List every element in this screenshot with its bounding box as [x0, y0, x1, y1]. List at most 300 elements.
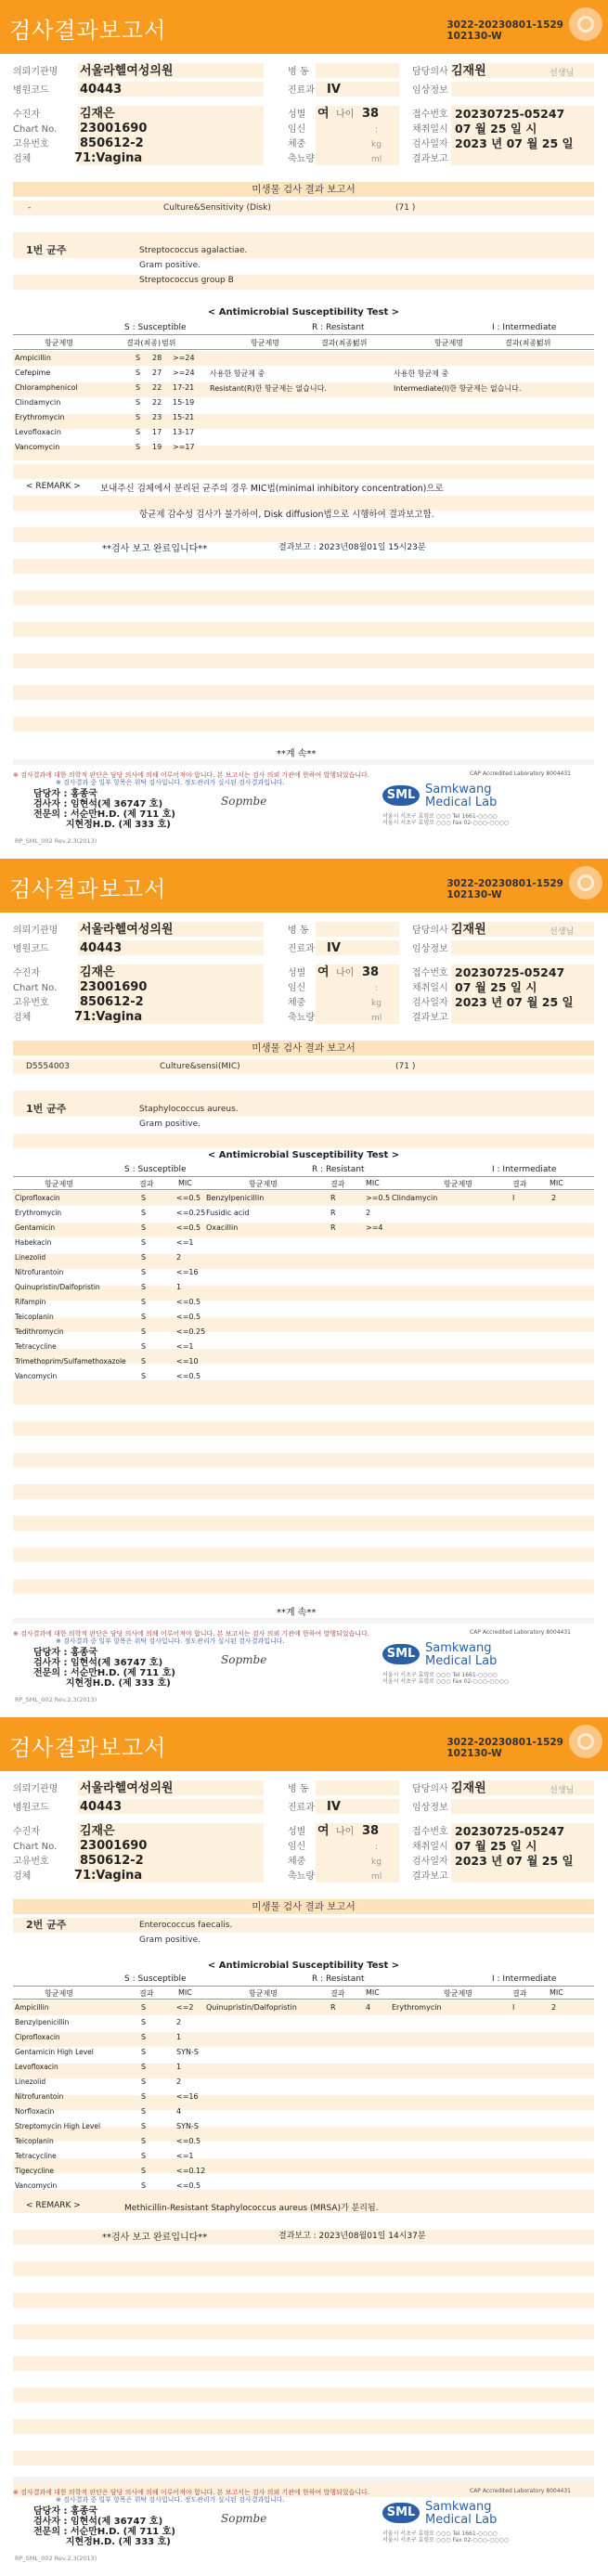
pregnancy-value: : — [375, 984, 379, 993]
column-header: 결과(최종) — [505, 339, 540, 347]
sex: 여 — [317, 965, 330, 979]
stripe-row — [13, 1390, 594, 1405]
drug-mic: >=0.5 — [366, 1194, 391, 1202]
stripe-row — [13, 2246, 594, 2261]
drug-mic: <=0.5 — [176, 2181, 201, 2190]
drug-name: Quinupristin/Dalfopristin — [15, 1283, 100, 1291]
stripe-row — [13, 559, 594, 575]
drug-name: Nitrofurantoin — [15, 1268, 64, 1276]
age-label: 나이 — [336, 1827, 355, 1837]
drug-result: S — [141, 1268, 147, 1276]
stripe-block — [13, 243, 594, 306]
stripe-row — [13, 1238, 594, 1254]
drug-result: I — [512, 1194, 515, 1202]
drug-name: Nitrofurantoin — [15, 2092, 64, 2101]
column-header: 결과(최종) — [126, 339, 162, 347]
drug-mic: >=4 — [366, 1223, 383, 1232]
stripe-row — [13, 1365, 594, 1380]
signer-block — [33, 1648, 175, 1689]
stripe-row — [13, 243, 594, 259]
dept-label: 진료과 — [288, 85, 315, 96]
receipt-label: 접수번호 — [412, 968, 448, 978]
section-title: 미생물 검사 결과 보고서 — [13, 1041, 594, 1055]
column-header: 항균제명 — [45, 339, 73, 347]
hospital-label: 의뢰기관명 — [13, 67, 58, 77]
column-header: 항균제명 — [444, 1180, 472, 1188]
stripe-row — [13, 1059, 594, 1075]
hospital-name: 서울라헬여성의원 — [80, 923, 174, 937]
ast-rows — [13, 351, 594, 461]
stripe-row — [13, 2451, 594, 2466]
id-no: 850612-2 — [80, 136, 144, 150]
weight-unit: kg — [371, 140, 382, 149]
age: 38 — [362, 965, 380, 979]
info-row-bg — [316, 979, 399, 994]
column-header: 항균제명 — [249, 1989, 278, 1998]
drug-mic: 2 — [366, 1209, 371, 1217]
drug-mic: <=1 — [176, 1342, 194, 1351]
drug-value: 17 — [152, 428, 162, 436]
hospital-label: 의뢰기관명 — [13, 1784, 58, 1794]
organism-line: Streptococcus group B — [139, 276, 234, 285]
stripe-row — [13, 1934, 594, 1949]
info-row-bg — [316, 922, 399, 937]
drug-name: Erythromycin — [15, 413, 65, 421]
info-row-bg — [316, 1780, 399, 1795]
drug-mic: 1 — [176, 2033, 182, 2041]
column-header: 범위 — [162, 339, 176, 347]
test-num: (71 ) — [395, 203, 416, 213]
stripe-row — [13, 1102, 594, 1118]
info-row-bg — [316, 994, 399, 1009]
sex: 여 — [317, 1824, 330, 1838]
organism-line: Staphylococcus aureus. — [139, 1105, 239, 1114]
ward-label: 병 동 — [288, 1784, 309, 1794]
column-header: MIC — [178, 1179, 192, 1187]
info-row-bg — [451, 940, 594, 955]
drug-mic: <=0.5 — [176, 1313, 201, 1321]
age-label: 나이 — [336, 968, 355, 978]
drug-mic: <=0.5 — [176, 1298, 201, 1306]
pregnancy-value: : — [375, 125, 379, 135]
gray-band — [13, 759, 594, 765]
cert-text: CAP Accredited Laboratory 8004431 — [470, 2488, 571, 2494]
info-row-bg — [316, 1009, 399, 1024]
hospital-name: 서울라헬여성의원 — [80, 64, 174, 78]
drug-name: Gentamicin — [15, 1223, 56, 1232]
signer-block — [33, 789, 175, 830]
drug-result: S — [141, 1238, 147, 1247]
lab-address-2: 서울시 서초구 효령로 ○○○ Fax 02-○○○-○○○○ — [382, 820, 510, 826]
id-no-label: 고유번호 — [13, 139, 49, 149]
stripe-row — [13, 1579, 594, 1595]
doctor-name: 김재원 — [451, 64, 486, 78]
drug-name: Levofloxacin — [15, 428, 61, 436]
stripe-row — [13, 1191, 594, 1207]
footer-notice-blue: ※ 검사결과 중 일부 항목은 위탁 검사입니다. 정도관리가 실시된 검사결과입니다. — [56, 1638, 285, 1645]
lab-name-2: Medical Lab — [425, 2513, 498, 2527]
exam-date: 2023 년 07 월 25 일 — [455, 995, 574, 1009]
urine-label: 축뇨량 — [288, 1013, 315, 1023]
exam-label: 검사일자 — [412, 139, 448, 149]
logo-circle-icon — [569, 866, 602, 900]
doctor-suffix: 선생님 — [550, 1786, 575, 1795]
chart-no: 23001690 — [80, 980, 148, 994]
exam-label: 검사일자 — [412, 1857, 448, 1867]
drug-name: Trimethoprim/Sulfamethoxazole — [15, 1357, 126, 1366]
stripe-row — [13, 1469, 594, 1484]
column-header: 결과 — [330, 1180, 345, 1188]
stripe-row — [13, 1918, 594, 1934]
stripe-row — [13, 717, 594, 732]
receipt-label: 접수번호 — [412, 110, 448, 120]
lab-name-2: Medical Lab — [425, 1654, 498, 1668]
stripe-row — [13, 1437, 594, 1453]
organism-label: 2번 균주 — [26, 1919, 67, 1931]
stripe-row — [13, 2277, 594, 2293]
drug-mic: 2 — [551, 2003, 557, 2012]
test-num: (71 ) — [395, 1062, 416, 1071]
document-code — [446, 19, 563, 42]
drug-mic: 1 — [176, 2063, 182, 2071]
urine-unit: ml — [371, 1872, 382, 1882]
form-id: RP_SML_002 Rev.2.3(2013) — [15, 2555, 97, 2562]
signers: 담당자 : 홍종국 검사자 : 임현석(제 36747 호) 전문의 : 서순만H.D. (제 711 호) 지현정H.D. (제 333 호) — [33, 2506, 175, 2547]
stripe-row — [13, 1207, 594, 1223]
stripe-block — [13, 1059, 594, 1107]
stripe-row — [13, 1405, 594, 1421]
drug-result: S — [136, 428, 141, 436]
legend-resistant: R : Resistant — [312, 1165, 365, 1174]
drug-result: S — [136, 383, 141, 392]
age-label: 나이 — [336, 110, 355, 120]
stripe-row — [13, 1223, 594, 1238]
stripe-row — [13, 606, 594, 622]
report-page-2 — [0, 859, 608, 1717]
signers: 담당자 : 홍종국 검사자 : 임현석(제 36747 호) 전문의 : 서순만H.D. (제 711 호) 지현정H.D. (제 333 호) — [33, 1648, 175, 1689]
id-no: 850612-2 — [80, 1854, 144, 1868]
note-col2-line2: Resistant(R)한 항균제는 없습니다. — [210, 384, 327, 393]
report-title: 검사결과보고서 — [9, 876, 167, 902]
stripe-row — [13, 414, 594, 430]
exam-label: 검사일자 — [412, 998, 448, 1008]
drug-name: Ciprofloxacin — [15, 2033, 60, 2041]
clinical-label: 임상정보 — [412, 944, 448, 954]
stripe-row — [13, 2016, 594, 2032]
stripe-row — [13, 2095, 594, 2111]
column-header: 결과 — [139, 1989, 154, 1998]
doctor-suffix: 선생님 — [550, 69, 575, 78]
collect-label: 채취일시 — [412, 124, 448, 135]
drug-range: 17-21 — [173, 383, 195, 392]
stripe-row — [13, 590, 594, 606]
remark-text: Methicillin-Resistant Staphylococcus aureus (MRSA)가 분리됨. — [124, 2204, 379, 2213]
drug-mic: 4 — [176, 2107, 182, 2116]
table-top-rule — [13, 1176, 594, 1177]
drug-name: Clindamycin — [392, 1194, 438, 1202]
drug-name: Erythromycin — [392, 2003, 442, 2012]
form-id: RP_SML_002 Rev.2.3(2013) — [15, 837, 97, 845]
stripe-block — [13, 1102, 594, 1149]
stripe-row — [13, 216, 594, 232]
stripe-row — [13, 446, 594, 461]
stripe-row — [13, 2048, 594, 2064]
drug-mic: <=0.5 — [176, 1372, 201, 1380]
legend-susceptible: S : Susceptible — [124, 1974, 187, 1984]
stripe-row — [13, 1516, 594, 1532]
chart-no: 23001690 — [80, 1839, 148, 1853]
footer-notice: ※ 검사결과에 대한 의학적 판단은 담당 의사에 의해 이루어져야 합니다. 본 보고서는 검사 의뢰 기관에 한하여 발행되었습니다. — [13, 2489, 370, 2496]
signer-block — [33, 2506, 175, 2547]
drug-name: Linezolid — [15, 2078, 46, 2086]
drug-name: Cefepime — [15, 369, 51, 377]
footer-notice: ※ 검사결과에 대한 의학적 판단은 담당 의사에 의해 이루어져야 합니다. 본 보고서는 검사 의뢰 기관에 한하여 발행되었습니다. — [13, 771, 370, 779]
drug-mic: 2 — [176, 2018, 182, 2026]
drug-mic: <=0.5 — [176, 1223, 201, 1232]
table-header-rule — [13, 349, 594, 350]
logo-circle-icon — [569, 1725, 602, 1758]
stripe-row — [13, 701, 594, 717]
drug-mic: <=10 — [176, 1357, 199, 1366]
gray-band — [13, 2477, 594, 2482]
drug-result: I — [512, 2003, 515, 2012]
drug-mic: <=0.5 — [176, 1194, 201, 1202]
signature: Sopmbe — [221, 2512, 267, 2525]
drug-range: 15-19 — [173, 398, 195, 407]
drug-result: S — [141, 2033, 147, 2041]
test-code: - — [28, 203, 32, 213]
hospital-name: 서울라헬여성의원 — [80, 1781, 174, 1795]
drug-name: Tedithromycin — [15, 1327, 64, 1336]
specimen: 71:Vagina — [74, 1010, 143, 1024]
stripe-row — [13, 622, 594, 638]
stripe-row — [13, 259, 594, 275]
lab-name-1: Samkwang — [425, 783, 492, 796]
sml-logo: SML — [382, 1644, 420, 1664]
stripe-row — [13, 2174, 594, 2190]
sex-label: 성별 — [288, 110, 306, 120]
gray-band — [13, 1618, 594, 1624]
drug-result: S — [141, 1298, 147, 1306]
pregnancy-label: 임신 — [288, 983, 306, 993]
stripe-row — [13, 1532, 594, 1547]
id-no-label: 고유번호 — [13, 998, 49, 1008]
note-col3-line2: Intermediate(I)한 항균제는 없습니다. — [394, 384, 522, 393]
id-no-label: 고유번호 — [13, 1857, 49, 1867]
drug-name: Ciprofloxacin — [15, 1194, 60, 1202]
stripe-row — [13, 2000, 594, 2016]
drug-result: R — [330, 1209, 336, 1217]
legend-resistant: R : Resistant — [312, 1974, 365, 1984]
stripe-row — [13, 669, 594, 685]
drug-result: S — [141, 1357, 147, 1366]
hospital-code-label: 병원코드 — [13, 1803, 49, 1813]
ward-label: 병 동 — [288, 67, 309, 77]
stripe-row — [13, 2324, 594, 2340]
drug-name: Erythromycin — [15, 1209, 62, 1217]
stripe-row — [13, 2309, 594, 2324]
report-header — [0, 1717, 608, 1771]
stripe-row — [13, 2214, 594, 2230]
drug-mic: <=1 — [176, 2152, 194, 2160]
stripe-row — [13, 367, 594, 382]
drug-mic: <=1 — [176, 1238, 194, 1247]
lab-address-1: 서울시 서초구 효령로 ○○○ Tel 1661-○○○○ — [382, 2531, 498, 2537]
hospital-code: 40443 — [80, 83, 123, 97]
column-header: 항균제명 — [45, 1989, 73, 1998]
drug-result: S — [141, 2152, 147, 2160]
urine-unit: ml — [371, 1014, 382, 1023]
column-header: 결과(최종) — [321, 339, 356, 347]
patient-name: 김재은 — [80, 965, 115, 979]
doctor-name: 김재원 — [451, 1781, 486, 1795]
weight-label: 체중 — [288, 139, 306, 149]
organism-line: Enterococcus faecalis. — [139, 1921, 233, 1930]
stripe-row — [13, 2403, 594, 2419]
remark-label: < REMARK > — [26, 482, 81, 491]
doctor-label: 담당의사 — [412, 926, 448, 936]
column-header: 범위 — [353, 339, 368, 347]
report-title: 검사결과보고서 — [9, 1735, 167, 1761]
drug-name: Gentamicin High Level — [15, 2048, 94, 2056]
column-header: 범위 — [537, 339, 551, 347]
patient-name: 김재은 — [80, 1824, 115, 1838]
chart-no-label: Chart No. — [13, 124, 58, 135]
patient-name-label: 수진자 — [13, 968, 40, 978]
cert-text: CAP Accredited Laboratory 8004431 — [470, 1629, 571, 1636]
stripe-row — [13, 2356, 594, 2372]
info-row-bg — [451, 82, 594, 97]
sml-logo: SML — [382, 2503, 420, 2523]
lab-name — [425, 2501, 497, 2527]
note-col3-line1: 사용한 항균제 중 — [394, 369, 449, 378]
drug-result: S — [141, 1223, 147, 1232]
ast-title: < Antimicrobial Susceptibility Test > — [207, 307, 400, 317]
stripe-row — [13, 1317, 594, 1333]
document-code-line1: 3022-20230801-1529 — [446, 19, 563, 31]
drug-result: S — [141, 2122, 147, 2130]
info-row-bg — [316, 63, 399, 78]
stripe-row — [13, 638, 594, 654]
stripe-row — [13, 2032, 594, 2048]
stripe-row — [13, 2261, 594, 2277]
weight-unit: kg — [371, 1858, 382, 1867]
test-name: Culture&Sensitivity (Disk) — [163, 203, 271, 213]
drug-mic: <=16 — [176, 2092, 199, 2101]
drug-result: S — [141, 1283, 147, 1291]
report-time: 결과보고 : 2023년08월01일 14시37분 — [278, 2232, 426, 2241]
remark-label: < REMARK > — [26, 2201, 81, 2210]
collect-label: 채취일시 — [412, 1842, 448, 1852]
drug-name: Clindamycin — [15, 398, 61, 407]
ward-label: 병 동 — [288, 926, 309, 936]
drug-result: S — [136, 443, 141, 451]
stripe-block — [13, 2198, 594, 2514]
drug-name: Linezolid — [15, 1253, 46, 1262]
drug-name: Vancomycin — [15, 443, 60, 451]
stripe-block — [13, 1390, 594, 1611]
organism-line: Gram positive. — [139, 1120, 201, 1129]
exam-date: 2023 년 07 월 25 일 — [455, 136, 574, 150]
test-name: Culture&sensi(MIC) — [160, 1062, 240, 1071]
stripe-row — [13, 685, 594, 701]
report-page-1 — [0, 0, 608, 859]
drug-range: 13-17 — [173, 428, 195, 436]
drug-mic: <=2 — [176, 2003, 194, 2012]
stripe-block — [13, 201, 594, 248]
drug-value: 23 — [152, 413, 162, 421]
lab-address-1: 서울시 서초구 효령로 ○○○ Tel 1661-○○○○ — [382, 813, 498, 820]
urine-unit: ml — [371, 155, 382, 164]
table-top-rule — [13, 334, 594, 335]
report-label: 결과보고 — [412, 1013, 448, 1023]
drug-value: 22 — [152, 383, 162, 392]
drug-name: Quinupristin/Dalfopristin — [206, 2003, 297, 2012]
drug-result: S — [141, 2092, 147, 2101]
continued-mark: **계 속** — [277, 749, 317, 759]
dept: IV — [327, 1800, 341, 1814]
drug-name: Norfloxacin — [15, 2107, 55, 2116]
dept: IV — [327, 83, 341, 97]
form-id: RP_SML_002 Rev.2.3(2013) — [15, 1696, 97, 1703]
doctor-name: 김재원 — [451, 923, 486, 937]
drug-mic: 1 — [176, 1283, 182, 1291]
weight-label: 체중 — [288, 1857, 306, 1867]
stripe-block — [13, 1918, 594, 1949]
drug-name: Rifampin — [15, 1298, 46, 1306]
drug-result: R — [330, 1223, 336, 1232]
report-label: 결과보고 — [412, 1871, 448, 1882]
legend-susceptible: S : Susceptible — [124, 323, 187, 332]
column-header: MIC — [366, 1988, 380, 1997]
drug-value: 22 — [152, 398, 162, 407]
drug-name: Ampicillin — [15, 354, 51, 362]
drug-mic: <=16 — [176, 1268, 199, 1276]
info-row-bg — [451, 150, 594, 165]
stripe-row — [13, 275, 594, 291]
drug-result: S — [141, 2181, 147, 2190]
table-header-rule — [13, 1189, 594, 1190]
drug-mic: <=0.25 — [176, 1209, 206, 1217]
stripe-row — [13, 1254, 594, 1270]
column-header: 항균제명 — [444, 1989, 472, 1998]
drug-result: S — [141, 1327, 147, 1336]
signature: Sopmbe — [221, 795, 267, 808]
stripe-row — [13, 201, 594, 216]
drug-name: Benzylpenicillin — [206, 1194, 265, 1202]
drug-name: Tigecycline — [15, 2167, 55, 2175]
patient-name-label: 수진자 — [13, 110, 40, 120]
hospital-code-label: 병원코드 — [13, 85, 49, 96]
lab-name-1: Samkwang — [425, 1641, 492, 1655]
organism-label: 1번 균주 — [26, 1103, 67, 1115]
drug-name: Streptomycin High Level — [15, 2122, 101, 2130]
drug-result: S — [141, 2078, 147, 2086]
stripe-row — [13, 575, 594, 590]
lab-name-2: Medical Lab — [425, 796, 498, 809]
column-header: 결과 — [512, 1180, 527, 1188]
column-header: MIC — [366, 1179, 380, 1187]
drug-result: R — [330, 1194, 336, 1202]
drug-name: Vancomycin — [15, 2181, 58, 2190]
id-no: 850612-2 — [80, 995, 144, 1009]
drug-value: 27 — [152, 369, 162, 377]
clinical-label: 임상정보 — [412, 1803, 448, 1813]
test-code: D5554003 — [26, 1062, 71, 1071]
stripe-row — [13, 430, 594, 446]
drug-mic: 2 — [176, 1253, 182, 1262]
stripe-row — [13, 2435, 594, 2451]
